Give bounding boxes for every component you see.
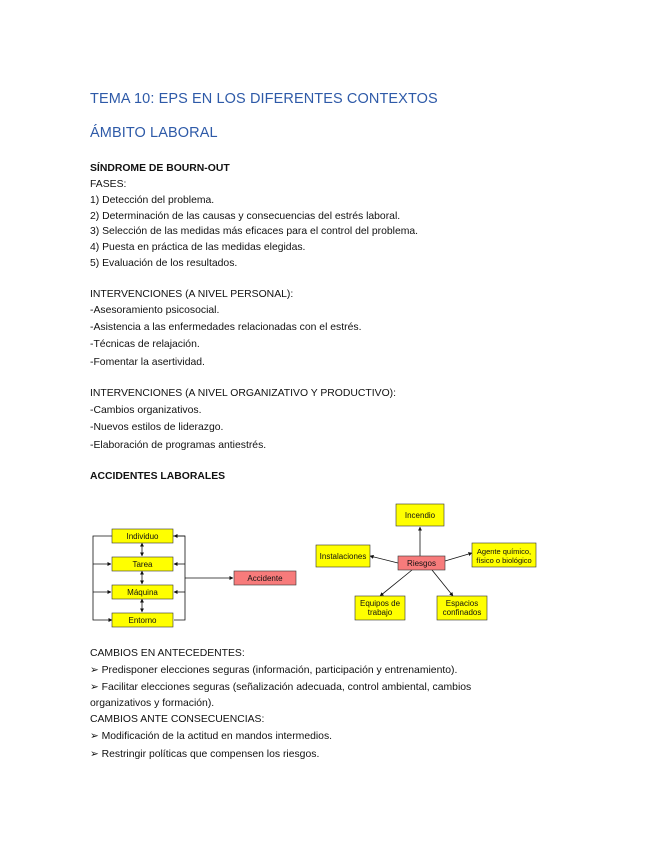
- right-connector: [173, 536, 185, 620]
- personal-item: -Fomentar la asertividad.: [90, 357, 205, 368]
- phases-label: FASES:: [90, 179, 127, 190]
- consecuencias-heading: CAMBIOS ANTE CONSECUENCIAS:: [90, 714, 265, 725]
- organizativo-heading: INTERVENCIONES (A NIVEL ORGANIZATIVO Y PRODUCTIVO):: [90, 388, 396, 399]
- phase-item: 1) Detección del problema.: [90, 195, 215, 206]
- antecedentes-item: ➢ Predisponer elecciones seguras (información, participación y entrenamiento).: [90, 665, 458, 676]
- box-accidente-label: Accidente: [247, 574, 283, 583]
- arrow-to-agente: [445, 553, 472, 561]
- phase-item: 5) Evaluación de los resultados.: [90, 258, 238, 269]
- box-agente-line1: Agente químico,: [476, 547, 532, 556]
- phase-item: 4) Puesta en práctica de las medidas elegidas.: [90, 242, 306, 253]
- arrow-to-espacios: [432, 570, 453, 596]
- personal-item: -Asesoramiento psicosocial.: [90, 305, 220, 316]
- box-instalaciones-label: Instalaciones: [319, 552, 367, 561]
- antecedentes-heading: CAMBIOS EN ANTECEDENTES:: [90, 648, 245, 659]
- box-incendio-label: Incendio: [404, 511, 436, 520]
- box-tarea-label: Tarea: [132, 560, 153, 569]
- box-maquina-label: Máquina: [127, 588, 158, 597]
- organizativo-item: -Nuevos estilos de liderazgo.: [90, 422, 224, 433]
- left-diagram: [93, 529, 296, 627]
- box-espacios-line1: Espacios: [445, 599, 479, 608]
- antecedentes-item: ➢ Facilitar elecciones seguras (señalización adecuada, control ambiental, cambios: [90, 682, 472, 693]
- organizativo-item: -Cambios organizativos.: [90, 405, 202, 416]
- personal-item: -Técnicas de relajación.: [90, 339, 200, 350]
- consecuencias-item: ➢ Restringir políticas que compensen los riesgos.: [90, 749, 320, 760]
- personal-heading: INTERVENCIONES (A NIVEL PERSONAL):: [90, 289, 294, 300]
- arrow-to-instalaciones: [370, 556, 398, 563]
- box-equipos-line1: Equipos de: [359, 599, 401, 608]
- burnout-heading: SÍNDROME DE BOURN-OUT: [90, 163, 230, 174]
- box-entorno-label: Entorno: [128, 616, 157, 625]
- loop-connector: [93, 536, 112, 620]
- phase-item: 3) Selección de las medidas más eficaces para el control del problema.: [90, 226, 419, 237]
- box-espacios-line2: confinados: [442, 608, 482, 617]
- antecedentes-item: organizativos y formación).: [90, 698, 215, 709]
- arrow-to-equipos: [380, 570, 412, 596]
- section-title: ÁMBITO LABORAL: [90, 125, 218, 141]
- box-agente-line2: físico o biológico: [476, 556, 532, 565]
- organizativo-item: -Elaboración de programas antiestrés.: [90, 440, 267, 451]
- box-riesgos-label: Riesgos: [407, 559, 436, 568]
- right-diagram: [316, 504, 536, 620]
- page-title: TEMA 10: EPS EN LOS DIFERENTES CONTEXTOS: [90, 91, 438, 107]
- consecuencias-item: ➢ Modificación de la actitud en mandos intermedios.: [90, 731, 333, 742]
- box-individuo-label: Individuo: [126, 532, 159, 541]
- box-equipos-line2: trabajo: [367, 608, 393, 617]
- accidentes-heading: ACCIDENTES LABORALES: [90, 471, 226, 482]
- phase-item: 2) Determinación de las causas y consecuencias del estrés laboral.: [90, 211, 401, 222]
- personal-item: -Asistencia a las enfermedades relacionadas con el estrés.: [90, 322, 362, 333]
